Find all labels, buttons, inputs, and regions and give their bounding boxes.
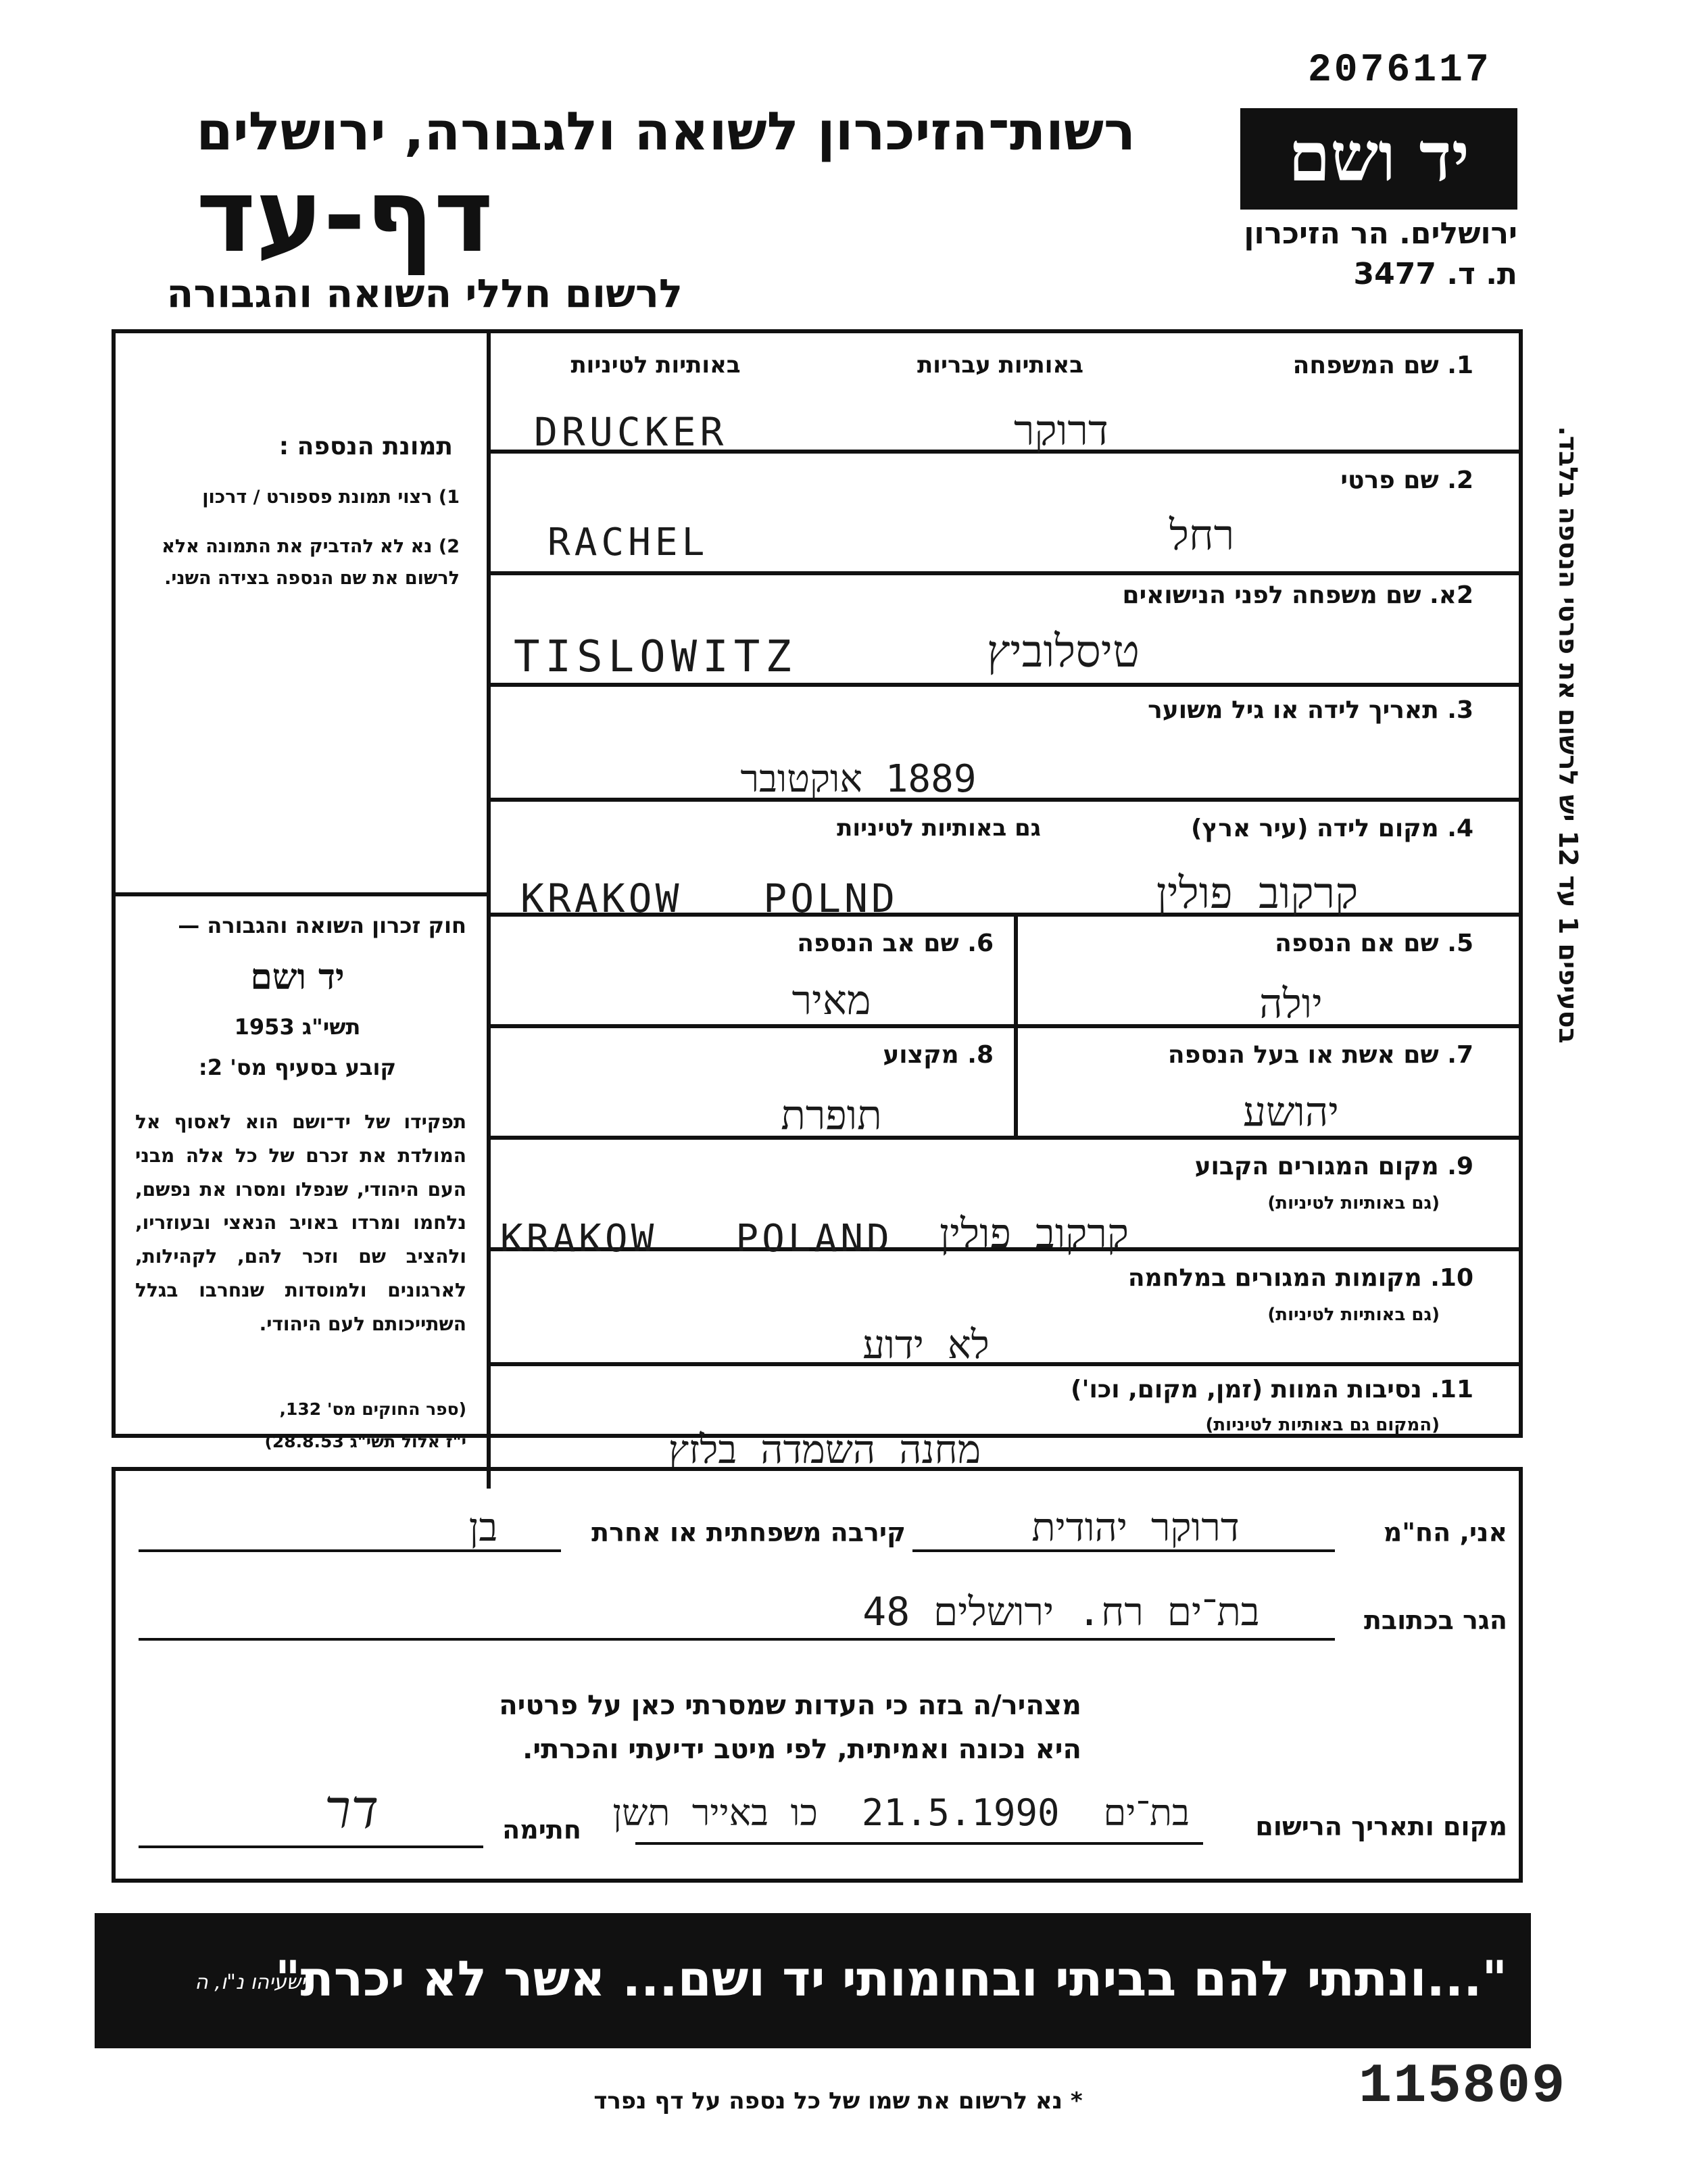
field-1-hebrew-value: דרוקר (1014, 406, 1108, 455)
photo-note-2: 2) נא לא להדביק את התמונה אלא לרשום את שם הנספה בצידה השני. (162, 536, 460, 589)
address-label: הגר בכתובת (1363, 1606, 1507, 1635)
field-8-label: 8. מקצוע (883, 1041, 994, 1069)
law-section: קובע בסעיף מס' 2: (198, 1055, 397, 1080)
field-4-latin-col: גם באותיות לטיניות (837, 815, 1041, 842)
form-title: דף-עד (196, 158, 493, 275)
place-date-line (635, 1842, 1203, 1845)
declarant-value: דרוקר יהודית (1031, 1504, 1240, 1550)
yad-vashem-logo (1240, 108, 1517, 210)
field-1-latin-col: באותיות לטיניות (570, 352, 741, 379)
field-11-sublabel: (המקום גם באותיות לטיניות) (1205, 1415, 1440, 1435)
photo-note-1: 1) רצוי תמונת פספורט / דרכון (202, 487, 460, 508)
relation-label: קירבה משפחתית או אחרת (591, 1518, 906, 1547)
place-date-label: מקום ותאריך הרישום (1255, 1812, 1507, 1841)
left-panel-split (112, 892, 489, 896)
row-sep-3 (487, 683, 1523, 687)
photo-title: תמונת הנספה : (278, 433, 453, 460)
address-line (139, 1638, 1335, 1641)
field-11-label: 11. נסיבות המוות (זמן, מקום, וכו') (1070, 1376, 1473, 1403)
field-8-value: תופרת (781, 1092, 882, 1139)
logo-text: יד ושם (1288, 117, 1469, 197)
field-4-hebrew-value: קרקוב פולין (1156, 869, 1359, 919)
field-1-latin-value: DRUCKER (534, 409, 728, 455)
document-number: 2076117 (1308, 49, 1492, 93)
signature-line (139, 1845, 483, 1848)
side-note: בסעיפים 1 עד 12 יש לרשום את פרטי הנספה בלבד. (1553, 426, 1583, 1044)
signature-label: חתימה (502, 1815, 581, 1845)
field-4-latin-value: KRAKOW POLND (520, 875, 898, 921)
law-name: יד ושם (250, 957, 345, 998)
field-6-value: מאיר (791, 977, 871, 1024)
field-7-label: 7. שם אשת או בעל הנספה (1167, 1041, 1473, 1069)
statement-line-2: היא נכונה ואמיתית, לפי מיטב ידיעתי והכרתי. (522, 1734, 1081, 1765)
row-sep-2 (487, 571, 1523, 575)
banner-quote: "...ונתתי להם בביתי ובחומותי יד ושם... אשר לא יכרת" (275, 1950, 1507, 2007)
field-7-value: יהושע (1242, 1088, 1340, 1136)
col-sep-7-8 (1014, 1024, 1018, 1139)
field-4-label: 4. מקום לידה (עיר ארץ) (1191, 815, 1473, 842)
col-sep-5-6 (1014, 913, 1018, 1028)
law-year: תשי"ג 1953 (234, 1014, 361, 1040)
footer-note: * נא לרשום את שמו של כל נספה על דף נפרד (593, 2087, 1083, 2115)
field-9-latin-value: KRAKOW POLAND (500, 1217, 893, 1261)
field-9-label: 9. מקום המגורים הקבוע (1194, 1153, 1473, 1180)
field-2-latin-value: RACHEL (547, 521, 709, 564)
signature-value: דר (324, 1778, 379, 1841)
form-subtitle: לרשום חללי השואה והגבורה (166, 270, 683, 316)
law-title: חוק זכרון השואה והגבורה — (178, 913, 466, 938)
address-line-2: ת. ד. 3477 (1353, 257, 1517, 291)
field-1-label: 1. שם המשפחה (1292, 352, 1473, 379)
banner-source: ישעיהו נ"ו, ה (195, 1971, 306, 1994)
field-10-value: לא ידוע (862, 1322, 990, 1368)
field-5-value: יולה (1259, 980, 1323, 1028)
field-11-value: מחנה השמדה בלזץ (668, 1426, 981, 1472)
relation-value: בן (468, 1504, 498, 1550)
field-10-sublabel: (גם באותיות לטיניות) (1267, 1305, 1440, 1325)
field-10-label: 10. מקומות המגורים במלחמה (1127, 1264, 1473, 1292)
place-date-value: בת־ים 21.5.1990 כו באייר תשן (612, 1791, 1190, 1834)
field-2-hebrew-value: רחל (1169, 510, 1235, 560)
left-panel-divider (487, 329, 491, 1489)
law-reference-2: י"ז אלול תשי"ג 28.8.53) (264, 1432, 466, 1451)
law-reference-1: (ספר החוקים מס' 132, (279, 1399, 466, 1419)
row-sep-7 (487, 1136, 1523, 1140)
quote-banner (95, 1913, 1531, 2048)
field-2a-label: 2א. שם משפחה לפני הנישואים (1122, 581, 1473, 609)
field-2a-hebrew-value: טיסלוביץ (987, 625, 1140, 677)
field-3-label: 3. תאריך לידה או גיל משוער (1148, 696, 1473, 724)
field-9-sublabel: (גם באותיות לטיניות) (1267, 1193, 1440, 1213)
field-9-hebrew-value: קרקוב פולין (940, 1210, 1129, 1257)
field-1-hebrew-col: באותיות עבריות (917, 352, 1083, 379)
field-2a-latin-value: TISLOWITZ (514, 632, 797, 682)
law-text: תפקידו של יד־ושם הוא לאסוף אל המולדת את זכרם של כל אלה מבני העם היהודי, שנפלו ומסרו את נפשם, נלחמו ומרדו באויב הנאצי ובעוזריו, ולהציב שם וזכר להם, לקהילות, לארגונים ולמוסדות שנחרבו בגלל השתייכותם לעם היהודי. (135, 1111, 466, 1335)
field-6-label: 6. שם אב הנספה (797, 930, 994, 957)
stamp-number: 115809 (1359, 2055, 1567, 2118)
address-line-1: ירושלים. הר הזיכרון (1244, 216, 1517, 251)
authority-title: רשות־הזיכרון לשואה ולגבורה, ירושלים (196, 101, 1136, 162)
field-3-value: 1889 אוקטובר (740, 757, 977, 801)
field-5-label: 5. שם אם הנספה (1275, 930, 1473, 957)
statement-line-1: מצהיר/ה בזה כי העדות שמסרתי כאן על פרטיה (499, 1690, 1081, 1721)
declarant-label: אני, הח"מ (1383, 1518, 1507, 1547)
field-2-label: 2. שם פרטי (1340, 466, 1473, 494)
address-value: בת־ים רח. ירושלים 48 (862, 1589, 1260, 1635)
